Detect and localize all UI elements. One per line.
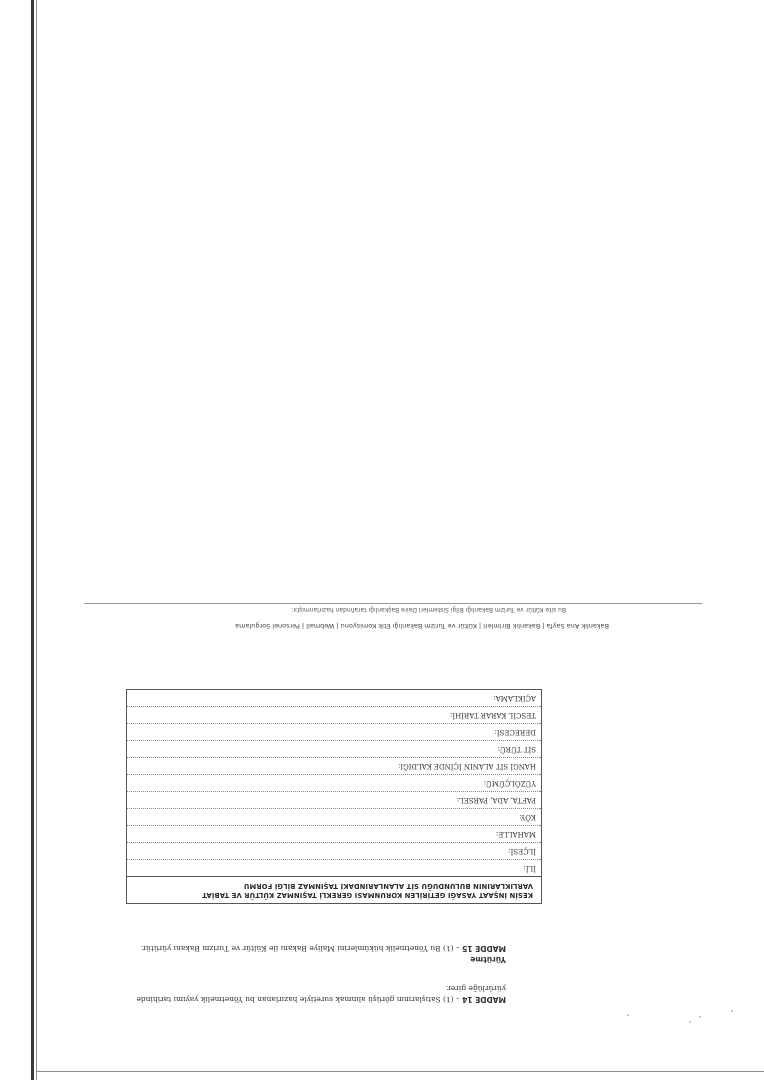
footer-separator: | bbox=[334, 622, 341, 630]
scan-speck bbox=[627, 1014, 629, 1016]
form-row-province: İLİ: bbox=[127, 859, 541, 876]
article-14-label: MADDE 14 bbox=[462, 995, 506, 1004]
article-14 bbox=[104, 982, 506, 1004]
form-row-district: İLÇESİ: bbox=[127, 842, 541, 859]
form-title-line-1: KESİN İNŞAAT YASAĞI GETİRİLEN KORUNMASI GEREKLİ TAŞINMAZ KÜLTÜR VE TABİAT bbox=[202, 891, 533, 899]
article-15 bbox=[126, 942, 506, 964]
footer-link-home[interactable]: Bakanlık Ana Sayfa bbox=[546, 622, 609, 630]
form-row-registration-date: TESCİL KARAR TARİHİ: bbox=[127, 706, 541, 723]
form-row-description: AÇIKLAMA: bbox=[493, 693, 536, 702]
property-info-form bbox=[126, 689, 542, 904]
article-14-text-line-2: yürürlüğe girer. bbox=[445, 984, 506, 994]
article-15-label: MADDE 15 bbox=[462, 944, 506, 954]
scan-speck bbox=[689, 1021, 691, 1023]
footer-note: Bu site Kültür ve Turizm Bakanlığı Bilgi Sistemleri Daire Başkanlığı tarafından hazırlanmıştır. bbox=[291, 606, 566, 613]
article-15-text: – (1) Bu Yönetmelik hükümlerini Maliye Bakanı ile Kültür ve Turizm Bakanı yürütür. bbox=[140, 944, 463, 954]
article-14-body bbox=[104, 993, 506, 1004]
form-row-neighborhood: MAHALLE: bbox=[127, 825, 541, 842]
article-15-body bbox=[126, 942, 506, 953]
form-row-site-area: HANGİ SİT ALANIN İÇİNDE KALDIĞI: bbox=[127, 757, 541, 774]
footer-links bbox=[149, 622, 609, 630]
scan-speck bbox=[699, 1016, 701, 1018]
scan-speck bbox=[731, 1010, 733, 1012]
footer-separator: | bbox=[476, 622, 484, 630]
footer-separator: | bbox=[299, 622, 307, 630]
footer-link-units[interactable]: Bakanlık Birimleri bbox=[483, 622, 541, 630]
form-row-village: KÖY: bbox=[127, 808, 541, 825]
footer-link-ethics[interactable]: Kültür ve Turizm Bakanlığı Etik Komisyonu bbox=[340, 622, 477, 630]
form-row-area: YÜZÖLÇÜMÜ: bbox=[127, 774, 541, 791]
form-title bbox=[127, 876, 541, 903]
footer-link-personnel[interactable]: Personel Sorgulama bbox=[235, 622, 300, 630]
form-row-degree: DERECESİ: bbox=[127, 723, 541, 740]
form-title-line-2: VARLIKLARININ BULUNDUĞU SİT ALANLARINDAKİ TAŞINMAZ BİLGİ FORMU bbox=[243, 881, 533, 890]
footer-separator: | bbox=[540, 622, 547, 630]
footer-link-webmail[interactable]: Webmail bbox=[306, 622, 335, 630]
form-row-parcel: PAFTA, ADA, PARSEL: bbox=[127, 791, 541, 808]
footer-divider bbox=[84, 603, 702, 604]
article-14-text: – (1) Satışlarının görüşü alınmak suretiyle hazırlanan bu Yönetmelik yayımı tarihinde bbox=[136, 995, 463, 1004]
article-15-heading: Yürütme bbox=[470, 955, 506, 964]
form-row-site-type: SİT TÜRÜ: bbox=[127, 740, 541, 757]
